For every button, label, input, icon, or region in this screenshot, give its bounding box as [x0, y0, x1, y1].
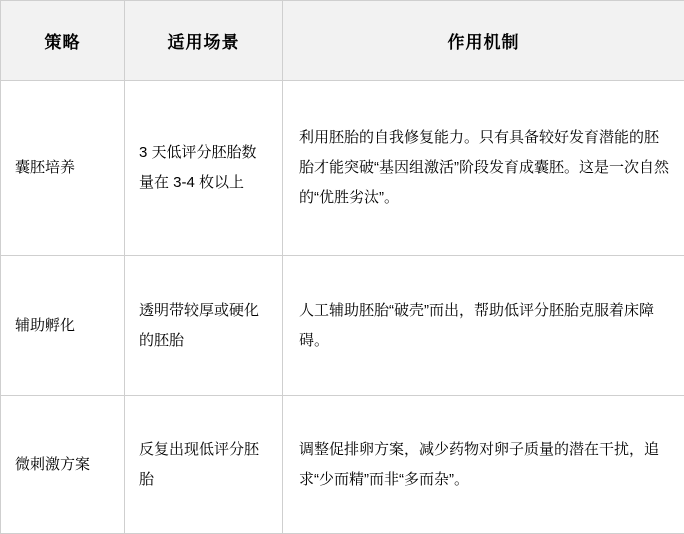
cell-mechanism: 人工辅助胚胎“破壳”而出，帮助低评分胚胎克服着床障碍。: [283, 256, 684, 396]
table-body: [1, 81, 684, 534]
table-row: [1, 81, 684, 256]
cell-mechanism: 利用胚胎的自我修复能力。只有具备较好发育潜能的胚胎才能突破“基因组激活”阶段发育成囊胚。这是一次自然的“优胜劣汰”。: [283, 81, 684, 256]
cell-strategy: 微刺激方案: [1, 396, 125, 534]
column-header-mechanism: 作用机制: [283, 1, 684, 81]
cell-scene: 3 天低评分胚胎数量在 3-4 枚以上: [125, 81, 283, 256]
cell-strategy: 辅助孵化: [1, 256, 125, 396]
table-row: [1, 256, 684, 396]
cell-scene: 透明带较厚或硬化的胚胎: [125, 256, 283, 396]
cell-scene: 反复出现低评分胚胎: [125, 396, 283, 534]
table-row: [1, 396, 684, 534]
table-header: [1, 1, 684, 81]
table-header-row: [1, 1, 684, 81]
column-header-scene: 适用场景: [125, 1, 283, 81]
column-header-strategy: 策略: [1, 1, 125, 81]
cell-strategy: 囊胚培养: [1, 81, 125, 256]
cell-mechanism: 调整促排卵方案，减少药物对卵子质量的潜在干扰，追求“少而精”而非“多而杂”。: [283, 396, 684, 534]
